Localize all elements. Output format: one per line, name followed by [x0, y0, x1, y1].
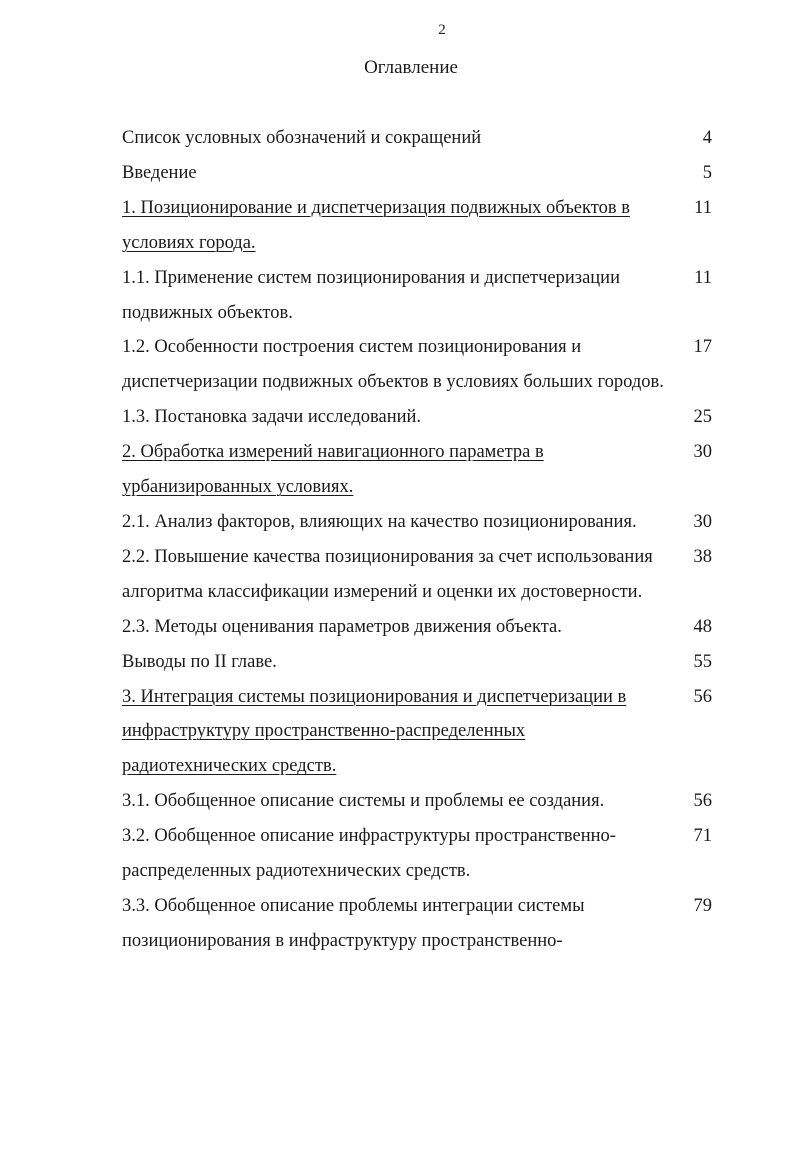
toc-entry-page: 25	[693, 407, 712, 428]
toc-entry-page: 30	[693, 442, 712, 463]
toc-entry-title: 3.1. Обобщенное описание системы и проблемы ее создания.	[122, 791, 605, 812]
toc-entry	[122, 505, 712, 540]
toc-entry-page: 55	[693, 651, 712, 672]
toc-entry-page: 5	[702, 162, 712, 183]
toc-entry-page: 11	[694, 267, 712, 288]
toc-entry	[122, 889, 712, 959]
toc-entry-page: 79	[693, 895, 712, 916]
toc-entry-title: Выводы по II главе.	[122, 651, 277, 672]
toc-entry	[122, 610, 712, 645]
toc-entry	[122, 121, 712, 156]
toc-entry-title: 1.2. Особенности построения систем позиционирования и диспетчеризации подвижных объектов в условиях больших городов.	[122, 337, 664, 393]
toc-entry-page: 30	[693, 511, 712, 532]
toc-entry	[122, 261, 712, 331]
toc-chapter-title: 2. Обработка измерений навигационного параметра в урбанизированных условиях.	[122, 442, 544, 498]
toc-chapter-title: 1. Позиционирование и диспетчеризация подвижных объектов в условиях города.	[122, 197, 630, 253]
toc-entry-page: 38	[693, 546, 712, 567]
toc-entry-page: 11	[694, 197, 712, 218]
toc-entry-page: 56	[693, 791, 712, 812]
toc-entry	[122, 645, 712, 680]
toc-entry-page: 48	[693, 616, 712, 637]
toc-chapter-title: 3. Интеграция системы позиционирования и диспетчеризации в инфраструктуру пространственно-распределенных радиотехнических средств.	[122, 686, 627, 777]
toc-entry-page: 4	[702, 128, 712, 148]
toc-entry	[122, 540, 712, 610]
toc-entry-page: 71	[693, 826, 712, 847]
toc-chapter-entry	[122, 435, 712, 505]
toc-entry-title: 2.2. Повышение качества позиционирования за счет использования алгоритма классификации измерений и оценки их достоверности.	[122, 546, 653, 602]
toc-entry-title: Введение	[122, 162, 197, 183]
toc-entry-title: Список условных обозначений и сокращений	[122, 128, 482, 148]
table-of-contents	[122, 121, 712, 959]
toc-entry-title: 3.3. Обобщенное описание проблемы интеграции системы позиционирования в инфраструктуру пространственно-	[122, 895, 585, 951]
toc-entry-page: 56	[693, 686, 712, 707]
toc-entry	[122, 330, 712, 400]
page-title: Оглавление	[364, 57, 458, 78]
toc-entry	[122, 819, 712, 889]
toc-entry-page: 17	[693, 337, 712, 358]
toc-chapter-entry	[122, 680, 712, 785]
toc-entry-title: 1.3. Постановка задачи исследований.	[122, 407, 422, 428]
toc-entry-title: 2.3. Методы оценивания параметров движения объекта.	[122, 616, 562, 637]
toc-entry-title: 1.1. Применение систем позиционирования и диспетчеризации подвижных объектов.	[122, 267, 620, 323]
toc-entry	[122, 156, 712, 191]
toc-entry-title: 2.1. Анализ факторов, влияющих на качество позиционирования.	[122, 511, 637, 532]
toc-chapter-entry	[122, 191, 712, 261]
page-number: 2	[438, 22, 446, 38]
toc-entry	[122, 400, 712, 435]
toc-entry-title: 3.2. Обобщенное описание инфраструктуры пространственно-распределенных радиотехнических средств.	[122, 826, 616, 882]
toc-entry	[122, 784, 712, 819]
